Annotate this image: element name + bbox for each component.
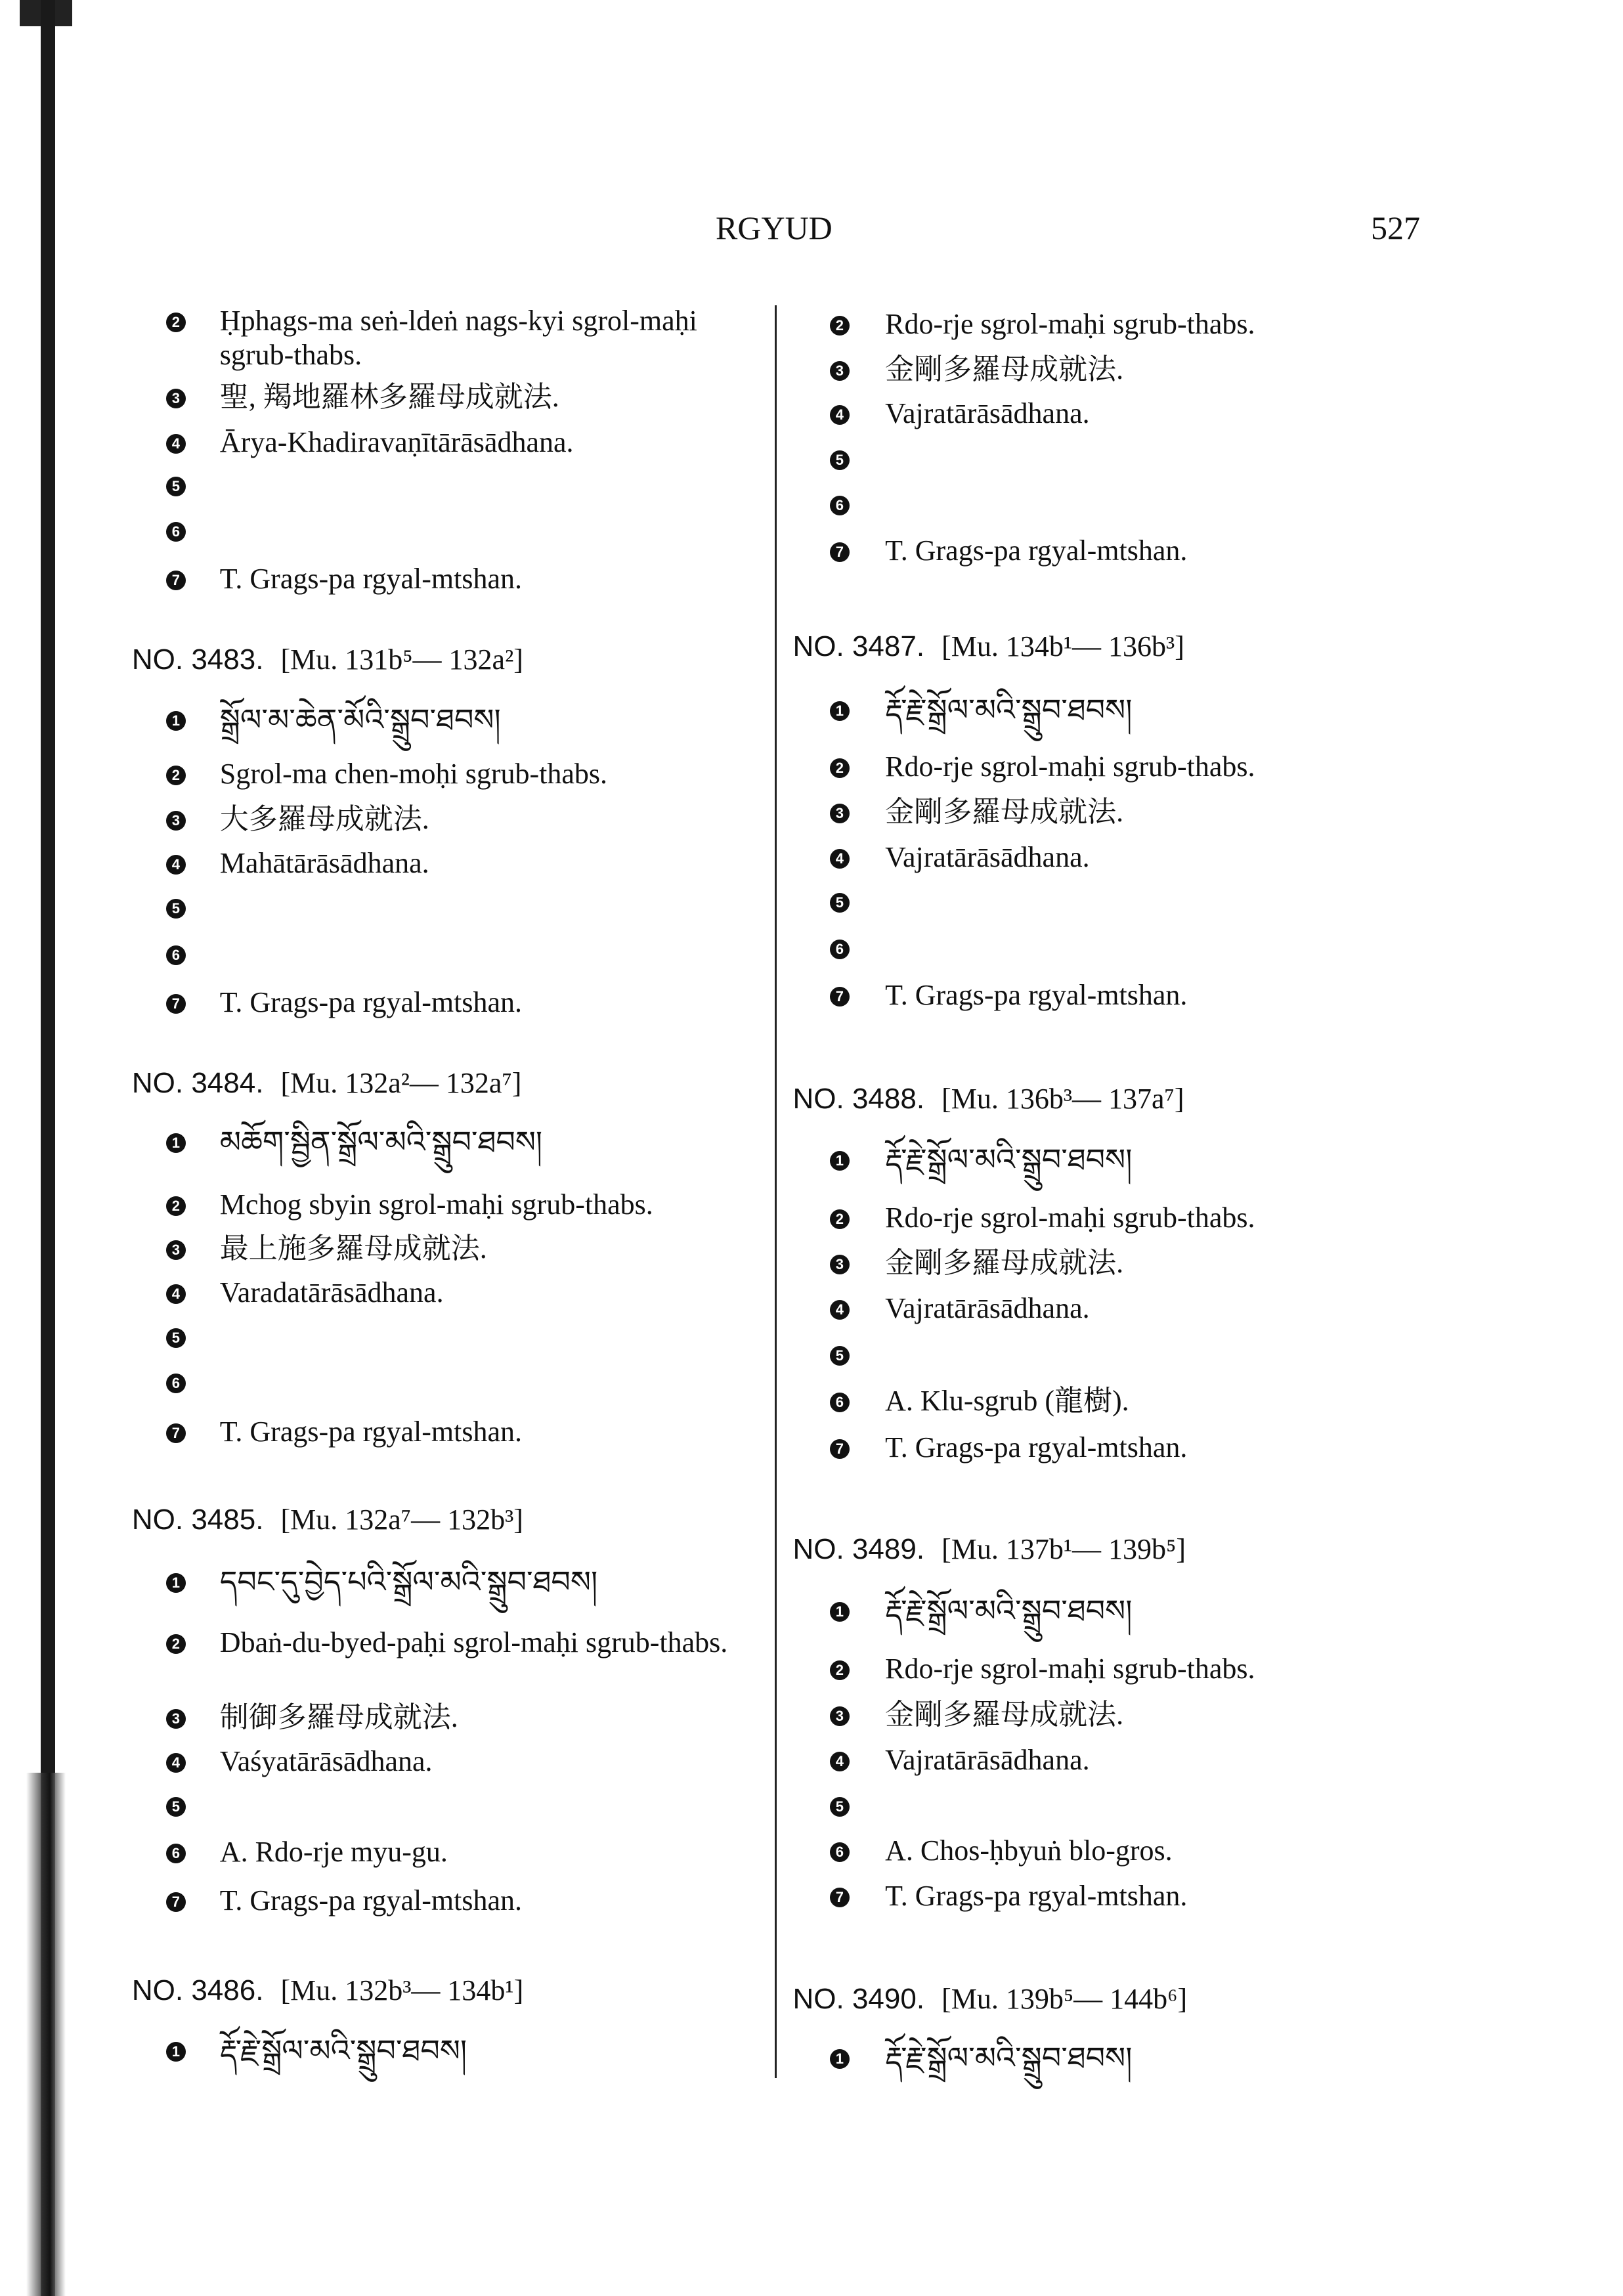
folio-reference: [Mu. 136b³— 137a⁷] bbox=[941, 1083, 1184, 1116]
field-marker-5-icon: 5 bbox=[830, 1346, 850, 1366]
field-marker-2-icon: 2 bbox=[830, 1660, 850, 1680]
entry-number: NO. 3486. bbox=[131, 1974, 264, 2006]
entry-heading bbox=[132, 1503, 523, 1536]
folio-reference: [Mu. 139b⁵— 144b⁶] bbox=[941, 1982, 1188, 2015]
field-marker-7-icon: 7 bbox=[166, 994, 186, 1014]
field-marker-7-icon: 7 bbox=[830, 987, 850, 1007]
field-marker-5-icon: 5 bbox=[830, 450, 850, 470]
field-text: 大多羅母成就法. bbox=[219, 802, 429, 835]
field-text: Rdo-rje sgrol-maḥi sgrub-thabs. bbox=[885, 1653, 1255, 1685]
field-text: Mchog sbyin sgrol-maḥi sgrub-thabs. bbox=[219, 1188, 653, 1221]
folio-reference: [Mu. 132b³— 134b¹] bbox=[280, 1974, 524, 2006]
field-marker-4-icon: 4 bbox=[166, 855, 186, 875]
field-marker-7-icon: 7 bbox=[166, 1423, 186, 1443]
field-marker-4-icon: 4 bbox=[830, 1300, 850, 1320]
field-text: Dbaṅ-du-byed-paḥi sgrol-maḥi sgrub-thabs. bbox=[219, 1626, 728, 1659]
field-text: Rdo-rje sgrol-maḥi sgrub-thabs. bbox=[885, 1202, 1255, 1234]
field-marker-4-icon: 4 bbox=[166, 1753, 186, 1773]
field-marker-6-icon: 6 bbox=[830, 1393, 850, 1412]
field-text: T. Grags-pa rgyal-mtshan. bbox=[219, 1415, 523, 1448]
field-marker-7-icon: 7 bbox=[830, 1439, 850, 1459]
field-marker-2-icon: 2 bbox=[166, 1634, 186, 1654]
field-text: Vajratārāsādhana. bbox=[885, 397, 1090, 429]
field-text: T. Grags-pa rgyal-mtshan. bbox=[885, 1431, 1188, 1464]
field-marker-1-icon: 1 bbox=[166, 1573, 186, 1593]
entry-number: NO. 3488. bbox=[792, 1083, 925, 1116]
field-marker-3-icon: 3 bbox=[830, 1706, 850, 1726]
folio-reference: [Mu. 134b¹— 136b³] bbox=[941, 630, 1184, 662]
field-marker-3-icon: 3 bbox=[830, 1255, 850, 1274]
field-marker-3-icon: 3 bbox=[166, 389, 186, 408]
tibetan-title: རྡོ་རྗེ་སྒྲོལ་མའི་སྒྲུབ་ཐབས། bbox=[219, 2032, 467, 2068]
field-marker-2-icon: 2 bbox=[830, 316, 850, 336]
field-marker-5-icon: 5 bbox=[166, 1328, 186, 1348]
field-marker-3-icon: 3 bbox=[830, 361, 850, 381]
tibetan-title: སྒྲོལ་མ་ཆེན་མོའི་སྒྲུབ་ཐབས། bbox=[219, 702, 501, 738]
field-marker-6-icon: 6 bbox=[830, 1842, 850, 1862]
field-marker-6-icon: 6 bbox=[166, 1374, 186, 1393]
field-marker-3-icon: 3 bbox=[166, 1240, 186, 1260]
field-marker-1-icon: 1 bbox=[166, 1133, 186, 1153]
field-marker-7-icon: 7 bbox=[830, 1888, 850, 1907]
field-marker-3-icon: 3 bbox=[166, 811, 186, 831]
field-marker-2-icon: 2 bbox=[830, 1209, 850, 1229]
entry-number: NO. 3487. bbox=[792, 630, 925, 662]
field-marker-5-icon: 5 bbox=[830, 1797, 850, 1817]
entry-heading bbox=[793, 630, 1184, 663]
field-text: 聖, 羯地羅林多羅母成就法. bbox=[219, 381, 559, 414]
field-text: Vaśyatārāsādhana. bbox=[219, 1745, 433, 1778]
entry-number: NO. 3485. bbox=[131, 1504, 264, 1536]
field-marker-2-icon: 2 bbox=[166, 766, 186, 785]
field-text: T. Grags-pa rgyal-mtshan. bbox=[885, 1880, 1188, 1913]
field-text: T. Grags-pa rgyal-mtshan. bbox=[219, 1884, 523, 1917]
field-text: Vajratārāsādhana. bbox=[885, 840, 1090, 873]
field-marker-4-icon: 4 bbox=[830, 849, 850, 869]
field-text: T. Grags-pa rgyal-mtshan. bbox=[885, 534, 1188, 567]
field-marker-1-icon: 1 bbox=[830, 701, 850, 721]
field-text: Varadatārāsādhana. bbox=[219, 1276, 444, 1309]
entry-number: NO. 3484. bbox=[131, 1066, 264, 1099]
field-text: Ḥphags-ma seṅ-ldeṅ nags-kyi sgrol-maḥi sgrub-thabs. bbox=[219, 305, 697, 372]
field-marker-1-icon: 1 bbox=[830, 1602, 850, 1622]
field-marker-4-icon: 4 bbox=[166, 1284, 186, 1304]
field-text: 金剛多羅母成就法. bbox=[885, 353, 1124, 385]
entry-number: NO. 3490. bbox=[792, 1982, 925, 2015]
field-text: A. Chos-ḥbyuṅ blo-gros. bbox=[885, 1834, 1173, 1867]
tibetan-title: མཆོག་སྦྱིན་སྒྲོལ་མའི་སྒྲུབ་ཐབས། bbox=[219, 1123, 543, 1159]
field-marker-2-icon: 2 bbox=[166, 313, 186, 332]
field-marker-7-icon: 7 bbox=[166, 1892, 186, 1912]
entry-heading bbox=[132, 1066, 522, 1100]
field-marker-4-icon: 4 bbox=[166, 434, 186, 454]
field-text: Vajratārāsādhana. bbox=[885, 1292, 1090, 1325]
entry-heading bbox=[132, 1974, 523, 2007]
field-marker-1-icon: 1 bbox=[166, 711, 186, 731]
field-text: Sgrol-ma chen-moḥi sgrub-thabs. bbox=[219, 757, 608, 790]
folio-reference: [Mu. 131b⁵— 132a²] bbox=[280, 643, 523, 676]
field-text: Rdo-rje sgrol-maḥi sgrub-thabs. bbox=[885, 307, 1255, 340]
entry-heading bbox=[793, 1982, 1188, 2016]
entry-heading bbox=[132, 643, 523, 676]
field-text: 最上施多羅母成就法. bbox=[219, 1232, 487, 1265]
field-text: Ārya-Khadiravaṇītārāsādhana. bbox=[219, 426, 574, 459]
field-marker-6-icon: 6 bbox=[830, 496, 850, 515]
field-text: T. Grags-pa rgyal-mtshan. bbox=[219, 986, 523, 1018]
field-text: Vajratārāsādhana. bbox=[885, 1743, 1090, 1776]
field-marker-2-icon: 2 bbox=[166, 1196, 186, 1216]
tibetan-title: རྡོ་རྗེ་སྒྲོལ་མའི་སྒྲུབ་ཐབས། bbox=[885, 2039, 1133, 2075]
tibetan-title: རྡོ་རྗེ་སྒྲོལ་མའི་སྒྲུབ་ཐབས། bbox=[885, 691, 1133, 727]
field-text: A. Klu-sgrub (龍樹). bbox=[885, 1385, 1129, 1418]
field-marker-7-icon: 7 bbox=[166, 571, 186, 590]
field-marker-7-icon: 7 bbox=[830, 542, 850, 562]
field-marker-4-icon: 4 bbox=[830, 1752, 850, 1771]
field-marker-3-icon: 3 bbox=[830, 804, 850, 823]
entry-number: NO. 3483. bbox=[131, 643, 264, 676]
field-marker-6-icon: 6 bbox=[166, 1844, 186, 1863]
field-text: 制御多羅母成就法. bbox=[219, 1701, 458, 1734]
field-text: T. Grags-pa rgyal-mtshan. bbox=[885, 978, 1188, 1011]
field-marker-1-icon: 1 bbox=[830, 1151, 850, 1171]
field-marker-2-icon: 2 bbox=[830, 758, 850, 778]
field-marker-5-icon: 5 bbox=[166, 477, 186, 496]
field-text: 金剛多羅母成就法. bbox=[885, 795, 1124, 828]
field-marker-6-icon: 6 bbox=[830, 940, 850, 959]
field-marker-5-icon: 5 bbox=[830, 893, 850, 913]
field-text: A. Rdo-rje myu-gu. bbox=[219, 1836, 448, 1869]
field-text: Mahātārāsādhana. bbox=[219, 846, 429, 879]
field-marker-6-icon: 6 bbox=[166, 945, 186, 965]
field-text: Rdo-rje sgrol-maḥi sgrub-thabs. bbox=[885, 750, 1255, 783]
field-marker-4-icon: 4 bbox=[830, 405, 850, 425]
tibetan-title: རྡོ་རྗེ་སྒྲོལ་མའི་སྒྲུབ་ཐབས། bbox=[885, 1593, 1133, 1629]
field-marker-1-icon: 1 bbox=[166, 2042, 186, 2062]
page-number: 527 bbox=[1371, 209, 1420, 246]
folio-reference: [Mu. 132a²— 132a⁷] bbox=[280, 1066, 522, 1099]
tibetan-title: དབང་དུ་བྱེད་པའི་སྒྲོལ་མའི་སྒྲུབ་ཐབས། bbox=[219, 1563, 598, 1599]
field-marker-5-icon: 5 bbox=[166, 1797, 186, 1817]
column-divider bbox=[775, 305, 777, 2078]
field-text: 金剛多羅母成就法. bbox=[885, 1247, 1124, 1280]
field-marker-3-icon: 3 bbox=[166, 1709, 186, 1729]
running-title: RGYUD bbox=[716, 209, 833, 246]
tibetan-title: རྡོ་རྗེ་སྒྲོལ་མའི་སྒྲུབ་ཐབས། bbox=[885, 1141, 1133, 1177]
field-marker-1-icon: 1 bbox=[830, 2049, 850, 2069]
field-text: 金剛多羅母成就法. bbox=[885, 1698, 1124, 1731]
field-marker-6-icon: 6 bbox=[166, 522, 186, 542]
field-marker-5-icon: 5 bbox=[166, 899, 186, 919]
field-text: T. Grags-pa rgyal-mtshan. bbox=[219, 562, 523, 595]
entry-heading bbox=[793, 1082, 1184, 1116]
scan-binding-shadow bbox=[26, 1773, 66, 2296]
folio-reference: [Mu. 137b¹— 139b⁵] bbox=[941, 1532, 1186, 1565]
entry-heading bbox=[793, 1532, 1186, 1566]
folio-reference: [Mu. 132a⁷— 132b³] bbox=[280, 1504, 523, 1536]
entry-number: NO. 3489. bbox=[792, 1532, 925, 1565]
